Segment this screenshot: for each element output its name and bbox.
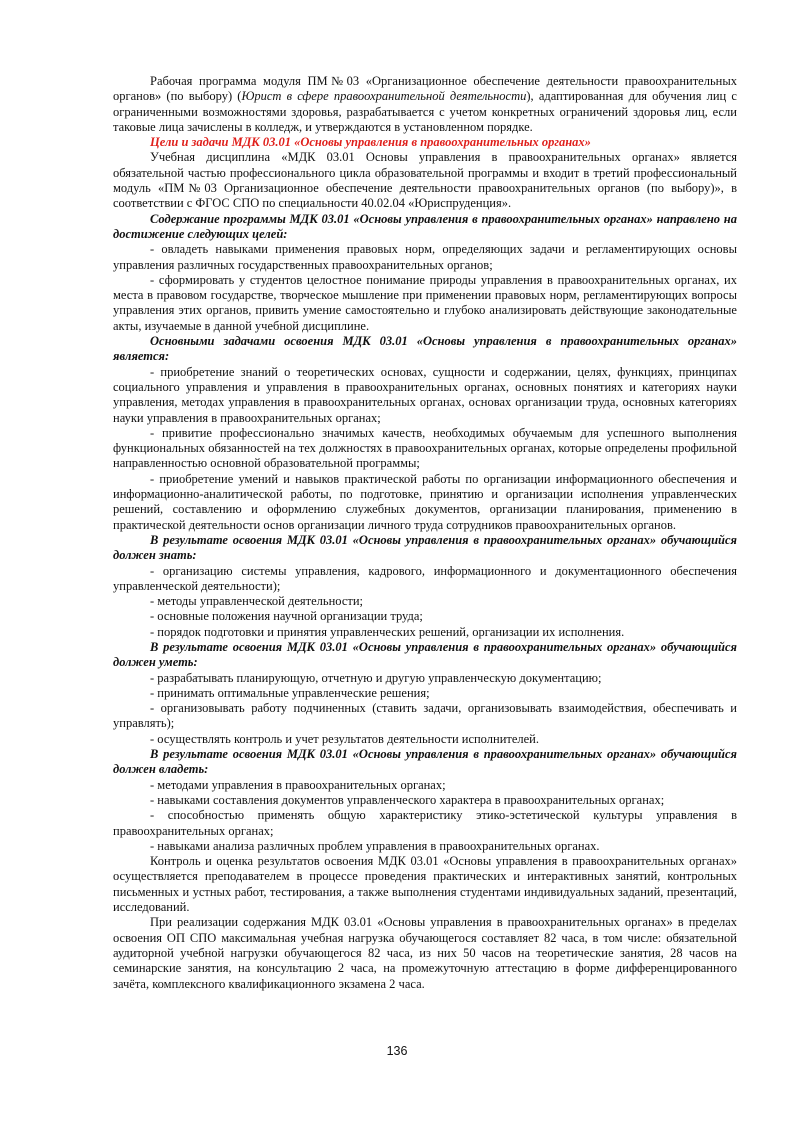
master-item: - навыками анализа различных проблем управления в правоохранительных органах.: [150, 838, 600, 853]
master-item: - методами управления в правоохранительных органах;: [150, 777, 446, 792]
control-paragraph: Контроль и оценка результатов освоения МДК 03.01 «Основы управления в правоохранительных органах» осуществляется преподавателем в процессе проведения практических и интерактивных занятий, контрольных письменных и устных работ, тестирования, а также выполнения студентами индивидуальных заданий, презентаций, исследований.: [113, 854, 737, 915]
discipline-paragraph: Учебная дисциплина «МДК 03.01 Основы управления в правоохранительных органах» является обязательной частью профессионального цикла образовательной программы и входит в третий профессиональный модуль «ПМ№03 Организационное обеспечение деятельности правоохранительных органов (по выбору)», в соответствии с ФГОС СПО по специальности 40.02.04 «Юриспруденция».: [113, 150, 737, 211]
intro-paragraph: [113, 74, 737, 135]
know-item: - методы управленческой деятельности;: [150, 594, 363, 609]
goals-heading: Цели и задачи МДК 03.01 «Основы управления в правоохранительных органах»: [150, 135, 591, 150]
document-body: [113, 74, 737, 992]
tasks-heading: Основными задачами освоения МДК 03.01 «Основы управления в правоохранительных органах» является:: [113, 334, 737, 364]
able-item: - организовывать работу подчиненных (ставить задачи, организовывать взаимодействия, обеспечивать и управлять);: [113, 701, 737, 731]
know-item: - основные положения научной организации труда;: [150, 609, 423, 624]
able-item: - осуществлять контроль и учет результатов деятельности исполнителей.: [150, 731, 539, 746]
content-item: - овладеть навыками применения правовых норм, определяющих задачи и регламентирующих основы управления различных государственных правоохранительных органов;: [113, 242, 737, 272]
intro-text-1: Рабочая программа модуля ПМ№03 «Организационное обеспечение деятельности правоохранительных органов» (по выбору) (: [113, 74, 737, 104]
able-item: - принимать оптимальные управленческие решения;: [150, 685, 430, 700]
tasks-item: - приобретение знаний о теоретических основах, сущности и содержании, целях, функциях, принципах социального управления и управления в правоохранительных органах, основных понятиях и категориях науки управления, методах управления в правоохранительных органах, основах организации труда, основных категориях науки управления в правоохранительных органах;: [113, 364, 737, 425]
able-item: - разрабатывать планирующую, отчетную и другую управленческую документацию;: [150, 670, 602, 685]
content-heading: Содержание программы МДК 03.01 «Основы управления в правоохранительных органах» направлено на достижение следующих целей:: [113, 211, 737, 241]
page-number: 136: [386, 1044, 408, 1058]
know-item: - порядок подготовки и принятия управленческих решений, организации их исполнения.: [150, 624, 625, 639]
master-heading: В результате освоения МДК 03.01 «Основы управления в правоохранительных органах» обучающийся должен владеть:: [113, 747, 737, 777]
able-heading: В результате освоения МДК 03.01 «Основы управления в правоохранительных органах» обучающийся должен уметь:: [113, 639, 737, 670]
content-item: - сформировать у студентов целостное понимание природы управления в правоохранительных органах, их места в правовом государстве, творческое мышление при применении правовых норм, регламентирующих вопросы управления этих органов, привить умение самостоятельно и глубоко анализировать действующие законодательные акты, изучаемые в данной учебной дисциплине.: [113, 272, 737, 333]
know-heading: В результате освоения МДК 03.01 «Основы управления в правоохранительных органах» обучающийся должен знать:: [113, 532, 737, 563]
tasks-item: - привитие профессионально значимых качеств, необходимых обучаемым для успешного выполнения функциональных обязанностей на тех должностях в правоохранительных органах, которые определены профильной направленностью основной образовательной программы;: [113, 425, 737, 471]
intro-italic-specialty: Юрист в сфере правоохранительной деятельности: [241, 89, 527, 104]
intro-text-2: ), адаптированная для обучения лиц с ограниченными возможностями здоровья, разрабатывается с учетом конкретных ограничений здоровья лиц, если таковые лица зачислены в колледж, и утверждаются в установленном порядке.: [113, 89, 737, 134]
hours-paragraph: При реализации содержания МДК 03.01 «Основы управления в правоохранительных органах» в пределах освоения ОП СПО максимальная учебная нагрузка обучающегося составляет 82 часа, в том числе: обязательной аудиторной учебной нагрузки обучающегося 82 часа, из них 50 часов на теоретические занятия, 28 часов на семинарские занятия, на консультацию 2 часа, на промежуточную аттестацию в форме дифференцированного зачёта, комплексного квалификационного экзамена 2 часа.: [113, 915, 737, 991]
master-item: - способностью применять общую характеристику этико-эстетической культуры управления в правоохранительных органах;: [113, 808, 737, 838]
master-item: - навыками составления документов управленческого характера в правоохранительных органах;: [150, 792, 665, 807]
know-item: - организацию системы управления, кадрового, информационного и документационного обеспечения управленческой деятельности);: [113, 563, 737, 593]
tasks-item: - приобретение умений и навыков практической работы по организации информационного обеспечения и информационно-аналитической работы, по подготовке, принятию и организации исполнения управленческих решений, составлению и оформлению служебных документов, организации планирования, применению в практической деятельности основ организации личного труда сотрудников правоохранительных органов.: [113, 471, 737, 532]
